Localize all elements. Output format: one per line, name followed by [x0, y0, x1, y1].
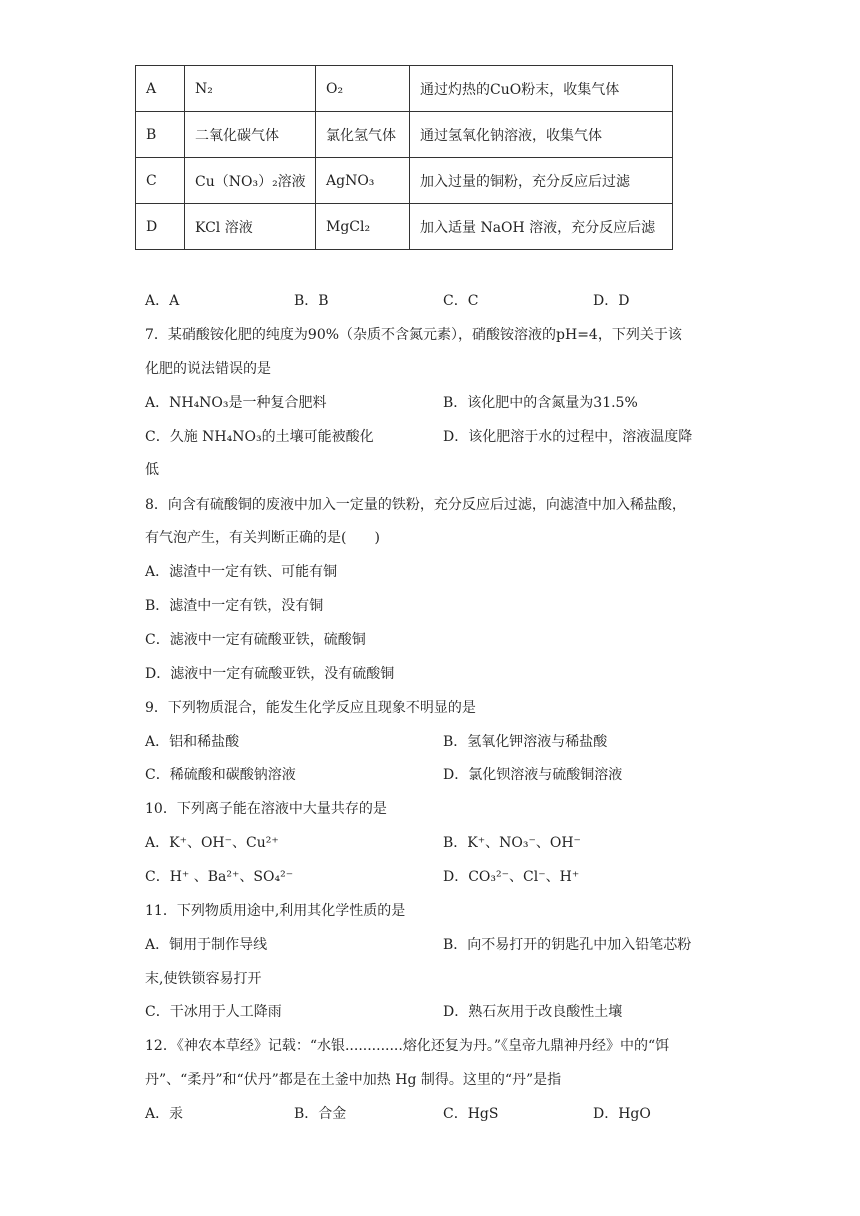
table-cell: B: [136, 112, 185, 158]
table-cell: MgCl₂: [316, 204, 410, 250]
q10-option-a: A．K⁺、OH⁻、Cu²⁺: [145, 835, 279, 851]
table-cell: AgNO₃: [316, 158, 410, 204]
table-cell: 二氧化碳气体: [185, 112, 316, 158]
q12-stem-line1: 12．《神农本草经》记载：“水银.............熔化还复为丹。”《皇帝九鼎神丹经》中的“饵: [145, 1038, 670, 1054]
q10-option-d: D．CO₃²⁻、Cl⁻、H⁺: [443, 869, 580, 885]
table-cell: KCl 溶液: [185, 204, 316, 250]
q8-stem-line1: 8．向含有硫酸铜的废液中加入一定量的铁粉，充分反应后过滤，向滤渣中加入稀盐酸，: [145, 497, 686, 513]
q7-option-b: B．该化肥中的含氮量为31.5%: [443, 395, 638, 411]
q8-option-a: A．滤渣中一定有铁、可能有铜: [145, 564, 338, 580]
q11-option-a: A．铜用于制作导线: [145, 937, 268, 953]
table-cell: 通过灼热的CuO粉末，收集气体: [410, 66, 673, 112]
q9-stem: 9．下列物质混合，能发生化学反应且现象不明显的是: [145, 700, 476, 716]
q11-stem: 11．下列物质用途中,利用其化学性质的是: [145, 903, 406, 919]
table-cell: O₂: [316, 66, 410, 112]
q11-option-b: B．向不易打开的钥匙孔中加入铅笔芯粉: [443, 937, 692, 953]
q9-option-b: B．氢氧化钾溶液与稀盐酸: [443, 734, 608, 750]
q8-option-d: D．滤液中一定有硫酸亚铁，没有硫酸铜: [145, 666, 395, 682]
table-cell: 通过氢氧化钠溶液，收集气体: [410, 112, 673, 158]
table-cell: 加入适量 NaOH 溶液，充分反应后滤: [410, 204, 673, 250]
q6-option-c: C．C: [443, 293, 479, 309]
q7-stem-line2: 化肥的说法错误的是: [145, 361, 271, 377]
q8-option-b: B．滤渣中一定有铁，没有铜: [145, 598, 324, 614]
q7-stem-line1: 7．某硝酸铵化肥的纯度为90%（杂质不含氮元素），硝酸铵溶液的pH=4，下列关于该: [145, 327, 682, 343]
q7-option-d: D．该化肥溶于水的过程中，溶液温度降: [443, 429, 693, 445]
q7-option-c: C．久施 NH₄NO₃的土壤可能被酸化: [145, 429, 374, 445]
table-cell: N₂: [185, 66, 316, 112]
q8-stem-line2: 有气泡产生，有关判断正确的是( ): [145, 530, 380, 546]
q7-option-a: A．NH₄NO₃是一种复合肥料: [145, 395, 327, 411]
table-cell: 加入过量的铜粉，充分反应后过滤: [410, 158, 673, 204]
table-cell: C: [136, 158, 185, 204]
table-cell: A: [136, 66, 185, 112]
q10-option-b: B．K⁺、NO₃⁻、OH⁻: [443, 835, 581, 851]
q11-option-c: C．干冰用于人工降雨: [145, 1004, 282, 1020]
q9-option-a: A．铝和稀盐酸: [145, 734, 240, 750]
q12-option-d: D．HgO: [593, 1106, 651, 1122]
q12-stem-line2: 丹”、“柔丹”和“伏丹”都是在土釜中加热 Hg 制得。这里的“丹”是指: [145, 1072, 562, 1088]
table-row: [136, 204, 673, 250]
table-cell: 氯化氢气体: [316, 112, 410, 158]
q9-option-d: D．氯化钡溶液与硫酸铜溶液: [443, 767, 623, 783]
q12-option-b: B．合金: [294, 1106, 347, 1122]
table-cell: D: [136, 204, 185, 250]
table-row: [136, 158, 673, 204]
q6-option-a: A．A: [145, 293, 180, 309]
q6-option-b: B．B: [294, 293, 329, 309]
q11-option-b-cont: 末,使铁锁容易打开: [145, 971, 262, 987]
options-table: [135, 65, 673, 250]
q12-option-a: A．汞: [145, 1106, 184, 1122]
table-row: [136, 66, 673, 112]
q8-option-c: C．滤液中一定有硫酸亚铁，硫酸铜: [145, 632, 366, 648]
q10-option-c: C．H⁺ 、Ba²⁺、SO₄²⁻: [145, 869, 294, 885]
table-row: [136, 112, 673, 158]
q12-option-c: C．HgS: [443, 1106, 499, 1122]
q10-stem: 10．下列离子能在溶液中大量共存的是: [145, 801, 387, 817]
q9-option-c: C．稀硫酸和碳酸钠溶液: [145, 767, 296, 783]
q6-option-d: D．D: [593, 293, 630, 309]
q11-option-d: D．熟石灰用于改良酸性土壤: [443, 1004, 623, 1020]
q7-option-d-cont: 低: [145, 462, 159, 478]
table-cell: Cu（NO₃）₂溶液: [185, 158, 316, 204]
